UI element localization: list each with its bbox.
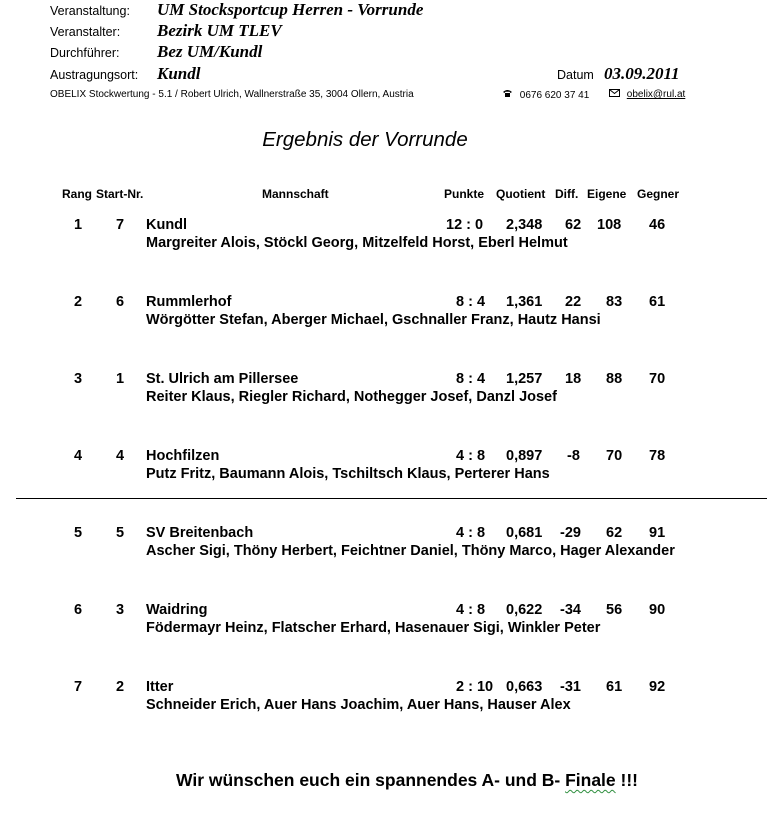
diff-cell: 22 xyxy=(565,294,582,310)
eigene-cell: 61 xyxy=(606,679,623,695)
punkte-cell: 4 : 8 xyxy=(456,448,486,464)
punkte-cell: 4 : 8 xyxy=(456,525,486,541)
quotient-cell: 0,622 xyxy=(506,602,543,618)
qualification-divider xyxy=(16,498,767,499)
diff-cell: 62 xyxy=(565,217,582,233)
closing-text: Wir wünschen euch ein spannendes A- und B- xyxy=(175,770,566,790)
eigene-cell: 70 xyxy=(606,448,623,464)
team-name: Rummlerhof xyxy=(146,294,232,310)
team-name: Kundl xyxy=(146,217,188,233)
diff-cell: -31 xyxy=(560,679,581,695)
phone-icon xyxy=(502,89,513,101)
punkte-cell: 4 : 8 xyxy=(456,602,486,618)
quotient-cell: 2,348 xyxy=(506,217,543,233)
closing-finale: Finale xyxy=(565,770,616,790)
col-mannschaft: Mannschaft xyxy=(262,187,329,201)
gegner-cell: 92 xyxy=(649,679,666,695)
eigene-cell: 88 xyxy=(606,371,623,387)
austragungsort-label: Austragungsort: xyxy=(50,68,139,82)
start-nr-cell: 5 xyxy=(116,525,125,541)
austragungsort-value: Kundl xyxy=(157,64,201,83)
team-members: Margreiter Alois, Stöckl Georg, Mitzelfeld Horst, Eberl Helmut xyxy=(146,235,568,251)
team-members: Reiter Klaus, Riegler Richard, Nothegger Josef, Danzl Josef xyxy=(146,389,557,405)
software-credit: OBELIX Stockwertung - 5.1 / Robert Ulrich, Wallnerstraße 35, 3004 Ollern, Austria xyxy=(50,89,414,100)
quotient-cell: 0,663 xyxy=(506,679,543,695)
veranstaltung-label: Veranstaltung: xyxy=(50,4,130,18)
col-diff: Diff. xyxy=(555,187,579,201)
quotient-cell: 0,897 xyxy=(506,448,543,464)
gegner-cell: 78 xyxy=(649,448,666,464)
eigene-cell: 108 xyxy=(597,217,622,233)
gegner-cell: 90 xyxy=(649,602,666,618)
rang-cell: 2 xyxy=(74,294,83,310)
durchfuehrer-value: Bez UM/Kundl xyxy=(157,42,263,61)
gegner-cell: 46 xyxy=(649,217,666,233)
gegner-cell: 70 xyxy=(649,371,666,387)
team-members: Wörgötter Stefan, Aberger Michael, Gschnaller Franz, Hautz Hansi xyxy=(146,312,601,328)
quotient-cell: 1,257 xyxy=(506,371,543,387)
start-nr-cell: 3 xyxy=(116,602,125,618)
col-quotient: Quotient xyxy=(496,187,546,201)
durchfuehrer-label: Durchführer: xyxy=(50,46,120,60)
start-nr-cell: 6 xyxy=(116,294,125,310)
closing-suffix: !!! xyxy=(615,770,639,790)
email-link[interactable]: obelix@rul.at xyxy=(626,89,686,101)
team-members: Födermayr Heinz, Flatscher Erhard, Hasenauer Sigi, Winkler Peter xyxy=(146,620,601,636)
team-name: Waidring xyxy=(146,602,208,618)
punkte-cell: 12 : 0 xyxy=(446,217,484,233)
punkte-cell: 8 : 4 xyxy=(456,371,486,387)
col-eigene: Eigene xyxy=(587,187,627,201)
diff-cell: -8 xyxy=(567,448,580,464)
diff-cell: -34 xyxy=(560,602,581,618)
rang-cell: 1 xyxy=(74,217,83,233)
team-members: Schneider Erich, Auer Hans Joachim, Auer Hans, Hauser Alex xyxy=(146,697,571,713)
punkte-cell: 2 : 10 xyxy=(456,679,494,695)
punkte-cell: 8 : 4 xyxy=(456,294,486,310)
phone-contact xyxy=(502,89,589,101)
veranstalter-label: Veranstalter: xyxy=(50,25,121,39)
eigene-cell: 56 xyxy=(606,602,623,618)
rang-cell: 4 xyxy=(74,448,83,464)
team-name: SV Breitenbach xyxy=(146,525,254,541)
email-contact xyxy=(609,89,685,100)
team-name: Itter xyxy=(146,679,174,695)
team-name: St. Ulrich am Pillersee xyxy=(146,371,299,387)
datum-label: Datum xyxy=(557,68,594,82)
envelope-icon xyxy=(609,89,620,100)
phone-number: 0676 620 37 41 xyxy=(519,89,590,101)
gegner-cell: 91 xyxy=(649,525,666,541)
eigene-cell: 83 xyxy=(606,294,623,310)
veranstalter-value: Bezirk UM TLEV xyxy=(157,21,282,40)
rang-cell: 5 xyxy=(74,525,83,541)
gegner-cell: 61 xyxy=(649,294,666,310)
quotient-cell: 1,361 xyxy=(506,294,543,310)
start-nr-cell: 4 xyxy=(116,448,125,464)
col-rang: Rang xyxy=(62,187,92,201)
rang-cell: 6 xyxy=(74,602,83,618)
team-members: Ascher Sigi, Thöny Herbert, Feichtner Daniel, Thöny Marco, Hager Alexander xyxy=(146,543,675,559)
start-nr-cell: 1 xyxy=(116,371,125,387)
start-nr-cell: 2 xyxy=(116,679,125,695)
datum-value: 03.09.2011 xyxy=(604,64,680,83)
start-nr-cell: 7 xyxy=(116,217,125,233)
col-punkte: Punkte xyxy=(444,187,485,201)
col-gegner: Gegner xyxy=(637,187,680,201)
team-name: Hochfilzen xyxy=(146,448,220,464)
page-title: Ergebnis der Vorrunde xyxy=(262,128,468,151)
rang-cell: 7 xyxy=(74,679,83,695)
rang-cell: 3 xyxy=(74,371,83,387)
closing-message xyxy=(0,770,782,791)
diff-cell: -29 xyxy=(560,525,581,541)
diff-cell: 18 xyxy=(565,371,582,387)
team-members: Putz Fritz, Baumann Alois, Tschiltsch Klaus, Perterer Hans xyxy=(146,466,550,482)
col-start-nr: Start-Nr. xyxy=(96,187,144,201)
eigene-cell: 62 xyxy=(606,525,623,541)
veranstaltung-value: UM Stocksportcup Herren - Vorrunde xyxy=(157,0,424,19)
quotient-cell: 0,681 xyxy=(506,525,543,541)
